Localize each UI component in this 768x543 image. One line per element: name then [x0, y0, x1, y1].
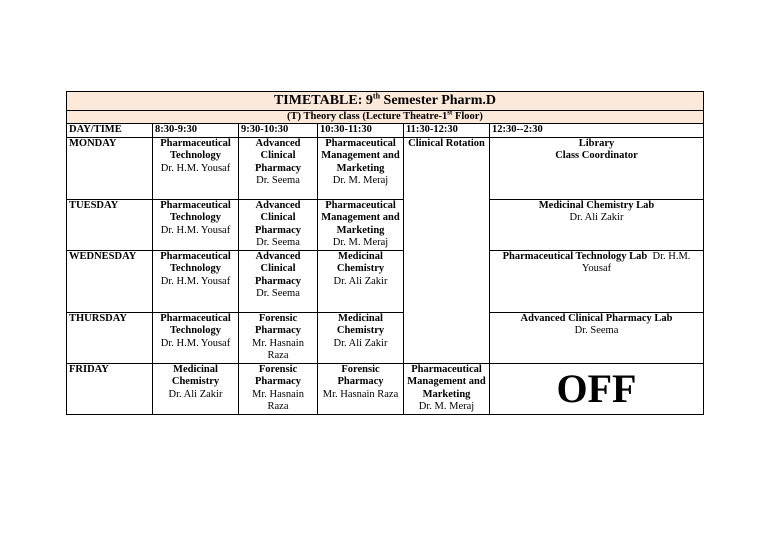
timetable-title: TIMETABLE: 9th Semester Pharm.D	[67, 92, 704, 111]
subject: Advanced Clinical Pharmacy	[254, 137, 302, 174]
row-monday	[67, 137, 704, 199]
teacher: Dr. H.M. Yousaf	[160, 337, 231, 349]
teacher: Dr. Ali Zakir	[333, 337, 388, 349]
row-friday	[67, 363, 704, 414]
subject: Pharmaceutical Technology	[160, 199, 231, 223]
teacher: Dr. M. Meraj	[332, 237, 389, 248]
subject: Forensic Pharmacy	[337, 363, 384, 387]
teacher: Mr. Hasnain Raza	[252, 388, 304, 412]
subject: Medicinal Chemistry	[336, 312, 385, 336]
class-cell	[153, 312, 239, 363]
class-cell	[318, 199, 404, 250]
subject: Advanced Clinical Pharmacy Lab	[520, 312, 673, 324]
header-slot-5: 12:30--2:30	[490, 124, 704, 138]
subtitle-row	[67, 111, 704, 124]
class-cell	[239, 363, 318, 414]
subject: Pharmaceutical Technology	[160, 250, 231, 274]
lab-cell	[490, 312, 704, 363]
teacher: Dr. Seema	[574, 325, 619, 336]
teacher: Dr. Ali Zakir	[333, 275, 388, 287]
class-cell	[318, 250, 404, 312]
class-cell	[239, 137, 318, 199]
day-label: THURSDAY	[67, 312, 153, 363]
class-coordinator-label: Class Coordinator	[555, 150, 638, 161]
day-label: TUESDAY	[67, 199, 153, 250]
subject: Medicinal Chemistry	[171, 363, 220, 387]
subject: Clinical Rotation	[408, 137, 485, 149]
teacher: Dr. H.M. Yousaf	[160, 224, 231, 236]
teacher: Dr. M. Meraj	[418, 401, 475, 412]
subject: Pharmaceutical Technology	[160, 312, 231, 336]
header-row	[67, 124, 704, 138]
subject: Advanced Clinical Pharmacy	[254, 199, 302, 236]
timetable	[66, 91, 704, 415]
teacher: Mr. Hasnain Raza	[252, 337, 304, 361]
teacher: Dr. Seema	[256, 288, 300, 299]
teacher: Mr. Hasnain Raza	[322, 388, 399, 400]
teacher: Dr. Seema	[256, 175, 300, 186]
subject: Forensic Pharmacy	[254, 363, 302, 387]
header-slot-2: 9:30-10:30	[239, 124, 318, 138]
teacher: Dr. H.M. Yousaf	[581, 250, 691, 274]
class-cell	[239, 199, 318, 250]
clinical-rotation-cell	[404, 137, 490, 363]
class-cell	[153, 250, 239, 312]
subject: Pharmaceutical Management and Marketing	[321, 137, 400, 174]
header-slot-1: 8:30-9:30	[153, 124, 239, 138]
header-slot-4: 11:30-12:30	[404, 124, 490, 138]
subject: Pharmaceutical Technology Lab	[502, 250, 648, 262]
day-label: MONDAY	[67, 137, 153, 199]
subject: Advanced Clinical Pharmacy	[254, 250, 302, 287]
teacher: Dr. H.M. Yousaf	[160, 162, 231, 174]
class-cell	[318, 363, 404, 414]
class-cell	[153, 363, 239, 414]
row-thursday	[67, 312, 704, 363]
off-cell: OFF	[490, 363, 704, 414]
subject: Forensic Pharmacy	[254, 312, 302, 336]
library-cell	[490, 137, 704, 199]
teacher: Dr. Seema	[256, 237, 300, 248]
teacher: Dr. Ali Zakir	[569, 212, 624, 223]
subject: Pharmaceutical Management and Marketing	[407, 363, 486, 400]
subject: Pharmaceutical Technology	[160, 137, 231, 161]
class-cell	[153, 199, 239, 250]
subject: Medicinal Chemistry	[336, 250, 385, 274]
class-cell	[153, 137, 239, 199]
header-slot-3: 10:30-11:30	[318, 124, 404, 138]
day-label: FRIDAY	[67, 363, 153, 414]
class-cell	[318, 137, 404, 199]
header-day-time: DAY/TIME	[67, 124, 153, 138]
timetable-subtitle: (T) Theory class (Lecture Theatre-1st Floor)	[67, 111, 704, 124]
title-row	[67, 92, 704, 111]
subject: Medicinal Chemistry Lab	[538, 199, 655, 211]
class-cell	[239, 250, 318, 312]
day-label: WEDNESDAY	[67, 250, 153, 312]
library-label: Library	[578, 137, 615, 149]
lab-cell	[490, 250, 704, 312]
class-cell	[404, 363, 490, 414]
row-wednesday	[67, 250, 704, 312]
row-tuesday	[67, 199, 704, 250]
teacher: Dr. M. Meraj	[332, 175, 389, 186]
teacher: Dr. Ali Zakir	[168, 388, 223, 400]
lab-cell	[490, 199, 704, 250]
class-cell	[318, 312, 404, 363]
class-cell	[239, 312, 318, 363]
teacher: Dr. H.M. Yousaf	[160, 275, 231, 287]
subject: Pharmaceutical Management and Marketing	[321, 199, 400, 236]
